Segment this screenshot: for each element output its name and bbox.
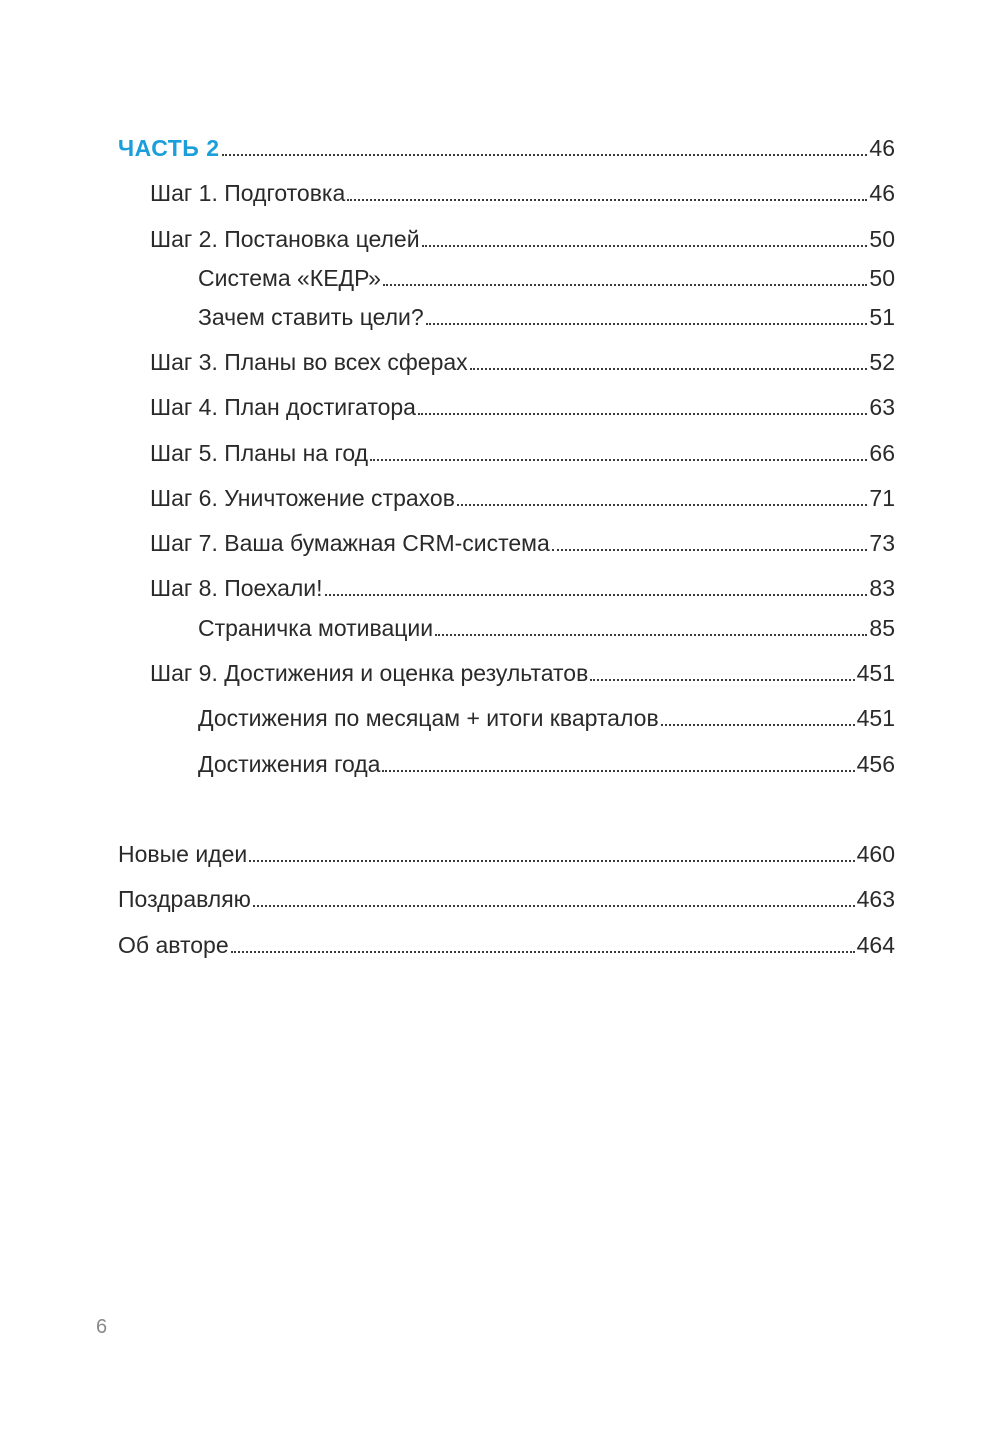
toc-subentry[interactable]: [198, 263, 895, 293]
toc-entry-title: Шаг 4. План достигатора: [150, 394, 416, 420]
dot-leader: [347, 199, 867, 201]
toc-page-number: 73: [869, 530, 895, 556]
toc-entry[interactable]: [150, 528, 895, 558]
dot-leader: [370, 459, 867, 461]
toc-entry-title: Об авторе: [118, 932, 229, 958]
toc-page-number: 51: [869, 304, 895, 330]
toc-page-number: 50: [869, 265, 895, 291]
toc-subentry[interactable]: [198, 302, 895, 332]
dot-leader: [325, 594, 868, 596]
toc-entry-title: Шаг 3. Планы во всех сферах: [150, 349, 468, 375]
toc-subentry[interactable]: [198, 703, 895, 733]
dot-leader: [249, 860, 854, 862]
toc-entry[interactable]: [150, 573, 895, 603]
toc-part-title: ЧАСТЬ 2: [118, 135, 220, 161]
toc-page-number: 46: [869, 180, 895, 206]
toc-entry[interactable]: [150, 347, 895, 377]
dot-leader: [552, 549, 868, 551]
toc-entry-title: Зачем ставить цели?: [198, 304, 424, 330]
dot-leader: [383, 284, 867, 286]
toc-entry[interactable]: [150, 178, 895, 208]
toc-entry[interactable]: [150, 438, 895, 468]
toc-page-number: 451: [856, 660, 895, 686]
toc-back-matter-entry[interactable]: [118, 930, 895, 960]
dot-leader: [222, 154, 868, 156]
toc-entry[interactable]: [150, 392, 895, 422]
toc-page-number: 50: [869, 226, 895, 252]
toc-page-number: 63: [869, 394, 895, 420]
toc-page-number: 451: [856, 705, 895, 731]
toc-entry-title: Шаг 8. Поехали!: [150, 575, 323, 601]
toc-entry-title: Шаг 9. Достижения и оценка результатов: [150, 660, 589, 686]
toc-page-number: 66: [869, 440, 895, 466]
toc-page-number: 83: [869, 575, 895, 601]
toc-page-number: 464: [856, 932, 895, 958]
toc-entry-title: Шаг 2. Постановка целей: [150, 226, 420, 252]
toc-part-heading[interactable]: [118, 133, 895, 163]
dot-leader: [435, 634, 867, 636]
toc-entry-title: Страничка мотивации: [198, 615, 434, 641]
toc-entry-title: Шаг 1. Подготовка: [150, 180, 346, 206]
dot-leader: [231, 951, 855, 953]
toc-page-number: 460: [856, 841, 895, 867]
toc-page-number: 463: [856, 886, 895, 912]
toc-entry-title: Поздравляю: [118, 886, 251, 912]
toc-entry[interactable]: [150, 483, 895, 513]
dot-leader: [470, 368, 868, 370]
toc-subentry[interactable]: [198, 613, 895, 643]
dot-leader: [426, 323, 868, 325]
toc-entry-title: Система «КЕДР»: [198, 265, 381, 291]
dot-leader: [590, 679, 854, 681]
page-folio: 6: [96, 1316, 108, 1338]
dot-leader: [661, 724, 855, 726]
toc-entry-title: Шаг 6. Уничтожение страхов: [150, 485, 455, 511]
toc-entry-title: Шаг 7. Ваша бумажная CRM-система: [150, 530, 550, 556]
toc-page-number: 85: [869, 615, 895, 641]
dot-leader: [253, 905, 855, 907]
toc-page-number: 456: [856, 751, 895, 777]
dot-leader: [418, 413, 867, 415]
toc-page-number: 71: [869, 485, 895, 511]
toc-entry[interactable]: [150, 658, 895, 688]
toc-back-matter-entry[interactable]: [118, 839, 895, 869]
toc-page-number: 52: [869, 349, 895, 375]
toc-entry-title: Шаг 5. Планы на год: [150, 440, 369, 466]
dot-leader: [457, 504, 867, 506]
toc-back-matter-entry[interactable]: [118, 884, 895, 914]
toc-entry-title: Достижения по месяцам + итоги кварталов: [198, 705, 659, 731]
toc-page-number: 46: [869, 135, 895, 161]
toc-entry-title: Новые идеи: [118, 841, 248, 867]
toc-entry[interactable]: [150, 224, 895, 254]
dot-leader: [422, 245, 868, 247]
dot-leader: [382, 770, 854, 772]
toc-entry-title: Достижения года: [198, 751, 381, 777]
toc-subentry[interactable]: [198, 749, 895, 779]
